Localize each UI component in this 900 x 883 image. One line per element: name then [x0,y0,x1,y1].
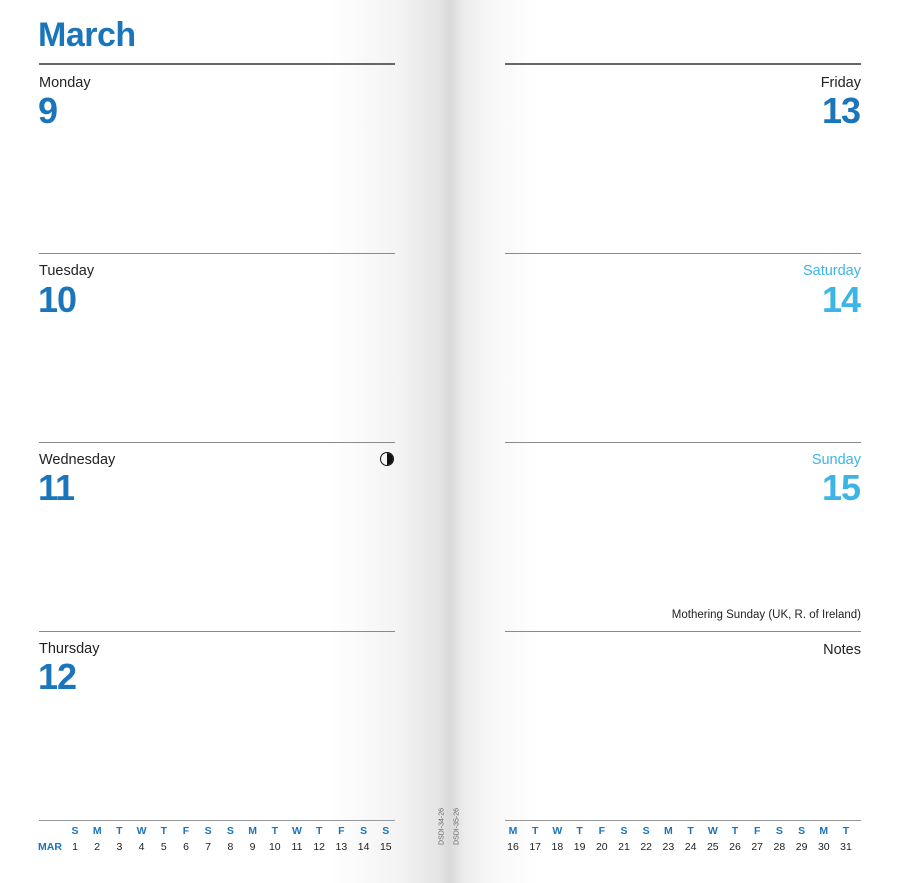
day-number-12: 12 [38,656,77,697]
mini-calendar-date: 8 [227,841,234,853]
mini-calendar-date: 9 [249,841,256,853]
mini-calendar-weekday-letter: S [204,825,212,837]
day-name-friday: Friday [820,75,861,91]
mini-calendar-date: 2 [94,841,101,853]
day-name-monday: Monday [39,75,91,91]
mini-calendar-weekday-letter: M [248,825,257,837]
day-number-9: 9 [38,90,58,131]
mini-calendar-weekday-letter: T [731,825,739,837]
top-rule [39,63,395,65]
mini-calendar-rule [505,820,861,821]
mini-calendar-weekday-letter: W [136,825,147,837]
mini-calendar-date: 10 [268,841,281,853]
mini-calendar-date: 4 [138,841,145,853]
mini-calendar-date: 25 [706,841,719,853]
mini-calendar-weekday-letter: T [271,825,278,837]
day-name-thursday: Thursday [39,641,100,657]
mini-calendar-date: 12 [313,841,326,853]
mini-calendar-date: 27 [751,841,764,853]
mini-calendar-weekday-letter: S [71,825,79,837]
mini-calendar-date: 23 [662,841,675,853]
mini-calendar-date: 30 [817,841,830,853]
mini-calendar-weekday-letter: F [598,825,605,837]
first-quarter-moon-icon [380,452,394,466]
mini-calendar-rule [39,820,395,821]
mini-calendar-date: 14 [357,841,370,853]
mini-calendar-weekday-letter: S [642,825,650,837]
mini-calendar-date: 1 [72,841,78,853]
mini-calendar-weekday-letter: F [182,825,190,837]
mini-calendar-date: 29 [795,841,808,853]
mini-calendar-date: 19 [573,841,586,853]
mini-calendar-weekday-letter: S [775,825,783,837]
mini-calendar-date: 16 [507,841,519,853]
day-divider [39,442,395,443]
mini-calendar-date: 5 [160,841,167,853]
mini-calendar-weekday-letter: T [687,825,694,837]
mini-calendar-weekday-letter: S [226,825,234,837]
mini-calendar-date: 24 [684,841,697,853]
page-code-right: DSDI-35-26 [453,808,461,845]
mini-calendar-month-label: MAR [38,841,62,853]
mini-calendar-date: 21 [618,841,630,853]
mini-calendar-weekday-letter: F [338,825,345,837]
day-divider [505,253,861,254]
mini-calendar-date: 20 [595,841,608,853]
mini-calendar-date: 7 [205,841,212,853]
day-divider [505,631,861,632]
mini-calendar-weekday-letter: W [552,825,563,837]
mini-calendar-weekday-letter: T [842,825,850,837]
day-name-wednesday: Wednesday [39,452,116,468]
mini-calendar-date: 18 [551,841,564,853]
mini-calendar-weekday-letter: M [819,825,829,837]
mini-calendar-weekday-letter: S [360,825,368,837]
month-title: March [38,16,136,54]
day-number-10: 10 [38,279,77,320]
mini-calendar-date: 11 [291,841,303,853]
mini-calendar-weekday-letter: M [664,825,673,837]
day-name-sunday: Sunday [811,452,861,468]
day-divider [39,631,395,632]
mini-calendar-weekday-letter: M [508,825,518,837]
mini-calendar-weekday-letter: S [382,825,390,837]
top-rule [505,63,861,65]
day-number-13: 13 [821,90,860,131]
mini-calendar-date: 22 [640,841,653,853]
page-code-left: DSDI-34-26 [438,808,446,845]
day-divider [505,442,861,443]
day-name-saturday: Saturday [802,263,861,279]
mini-calendar-weekday-letter: T [531,825,539,837]
mini-calendar-weekday-letter: W [292,825,302,837]
day-number-15: 15 [821,467,860,508]
mini-calendar-date: 6 [183,841,189,853]
mini-calendar-date: 17 [529,841,542,853]
day-name-tuesday: Tuesday [39,263,95,279]
mini-calendar-date: 3 [116,841,123,853]
mini-calendar-weekday-letter: T [576,825,583,837]
mini-calendar-weekday-letter: F [753,825,761,837]
mini-calendar-weekday-letter: T [315,825,323,837]
mini-calendar-date: 31 [840,841,852,853]
mini-calendar-weekday-letter: W [707,825,718,837]
mini-calendar-date: 26 [729,841,741,853]
mini-calendar-weekday-letter: T [116,825,123,837]
day-number-14: 14 [821,279,860,320]
mini-calendar-weekday-letter: S [620,825,628,837]
holiday-note: Mothering Sunday (UK, R. of Ireland) [671,609,861,621]
mini-calendar-date: 28 [773,841,786,853]
mini-calendar-date: 15 [379,841,392,853]
mini-calendar-weekday-letter: T [160,825,167,837]
day-divider [39,253,395,254]
mini-calendar-weekday-letter: S [798,825,806,837]
mini-calendar-weekday-letter: M [92,825,102,837]
day-number-11: 11 [38,467,75,508]
mini-calendar-date: 13 [335,841,348,853]
notes-label: Notes [823,642,861,658]
